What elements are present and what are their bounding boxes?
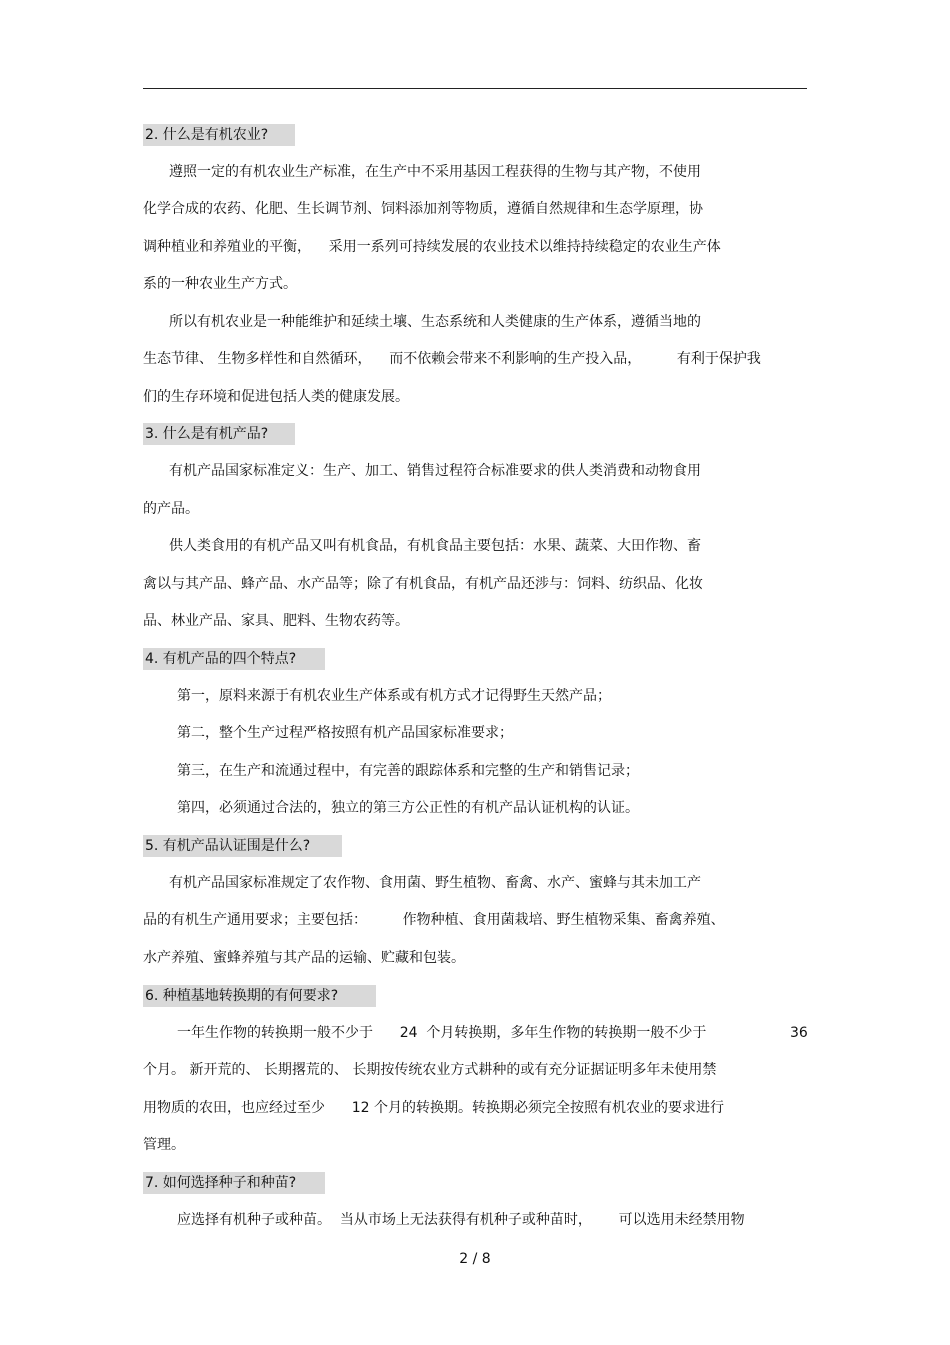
header-rule [143, 88, 807, 89]
paragraph-line: 有机产品国家标准规定了农作物、食用菌、野生植物、畜禽、水产、蜜蜂与其未加工产 [169, 875, 701, 891]
paragraph-line: 品的有机生产通用要求；主要包括： 作物种植、食用菌栽培、野生植物采集、畜禽养殖、 [143, 912, 725, 928]
section-heading-7: 7. 如何选择种子和种苗? [143, 1172, 325, 1194]
section-heading-3: 3. 什么是有机产品? [143, 423, 295, 445]
paragraph-line: 应选择有机种子或种苗。 当从市场上无法获得有机种子或种苗时， 可以选用未经禁用物 [177, 1212, 745, 1228]
paragraph-line: 用物质的农田，也应经过至少 12 个月的转换期。转换期必须完全按照有机农业的要求进行 [143, 1100, 724, 1116]
paragraph-line: 们的生存环境和促进包括人类的健康发展。 [143, 389, 409, 405]
paragraph-line: 的产品。 [143, 501, 199, 517]
paragraph-line: 品、林业产品、家具、肥料、生物农药等。 [143, 613, 409, 629]
paragraph-line: 第三，在生产和流通过程中，有完善的跟踪体系和完整的生产和销售记录； [177, 763, 639, 779]
paragraph-line: 系的一种农业生产方式。 [143, 276, 297, 292]
section-heading-2: 2. 什么是有机农业? [143, 124, 295, 146]
page-indicator: 2 / 8 [459, 1251, 491, 1267]
paragraph-line: 水产养殖、蜜蜂养殖与其产品的运输、贮藏和包装。 [143, 950, 465, 966]
paragraph-line: 所以有机农业是一种能维护和延续土壤、生态系统和人类健康的生产体系，遵循当地的 [169, 314, 701, 330]
paragraph-line: 管理。 [143, 1137, 185, 1153]
paragraph-line: 禽以与其产品、蜂产品、水产品等；除了有机食品，有机产品还涉与：饲料、纺织品、化妆 [143, 576, 703, 592]
section-heading-4: 4. 有机产品的四个特点? [143, 648, 325, 670]
paragraph-line: 生态节律、 生物多样性和自然循环， 而不依赖会带来不利影响的生产投入品， 有利于保护我 [143, 351, 761, 367]
trailing-number: 36 [790, 1025, 808, 1041]
paragraph-line: 有机产品国家标准定义：生产、加工、销售过程符合标准要求的供人类消费和动物食用 [169, 463, 701, 479]
paragraph-line: 第四，必须通过合法的，独立的第三方公正性的有机产品认证机构的认证。 [177, 800, 639, 816]
paragraph-line: 一年生作物的转换期一般不少于 24 个月转换期，多年生作物的转换期一般不少于 [177, 1025, 707, 1041]
paragraph-line: 遵照一定的有机农业生产标准，在生产中不采用基因工程获得的生物与其产物，不使用 [169, 164, 701, 180]
paragraph-line: 第一，原料来源于有机农业生产体系或有机方式才记得野生天然产品； [177, 688, 611, 704]
paragraph-line: 个月。 新开荒的、 长期撂荒的、 长期按传统农业方式耕种的或有充分证据证明多年未使用禁 [143, 1062, 717, 1078]
section-heading-6: 6. 种植基地转换期的有何要求? [143, 985, 376, 1007]
section-heading-5: 5. 有机产品认证围是什么? [143, 835, 342, 857]
paragraph-line: 供人类食用的有机产品又叫有机食品，有机食品主要包括：水果、蔬菜、大田作物、畜 [169, 538, 701, 554]
paragraph-line: 第二，整个生产过程严格按照有机产品国家标准要求； [177, 725, 513, 741]
paragraph-line: 调种植业和养殖业的平衡， 采用一系列可持续发展的农业技术以维持持续稳定的农业生产体 [143, 239, 721, 255]
paragraph-line: 化学合成的农药、化肥、生长调节剂、饲料添加剂等物质，遵循自然规律和生态学原理，协 [143, 201, 703, 217]
